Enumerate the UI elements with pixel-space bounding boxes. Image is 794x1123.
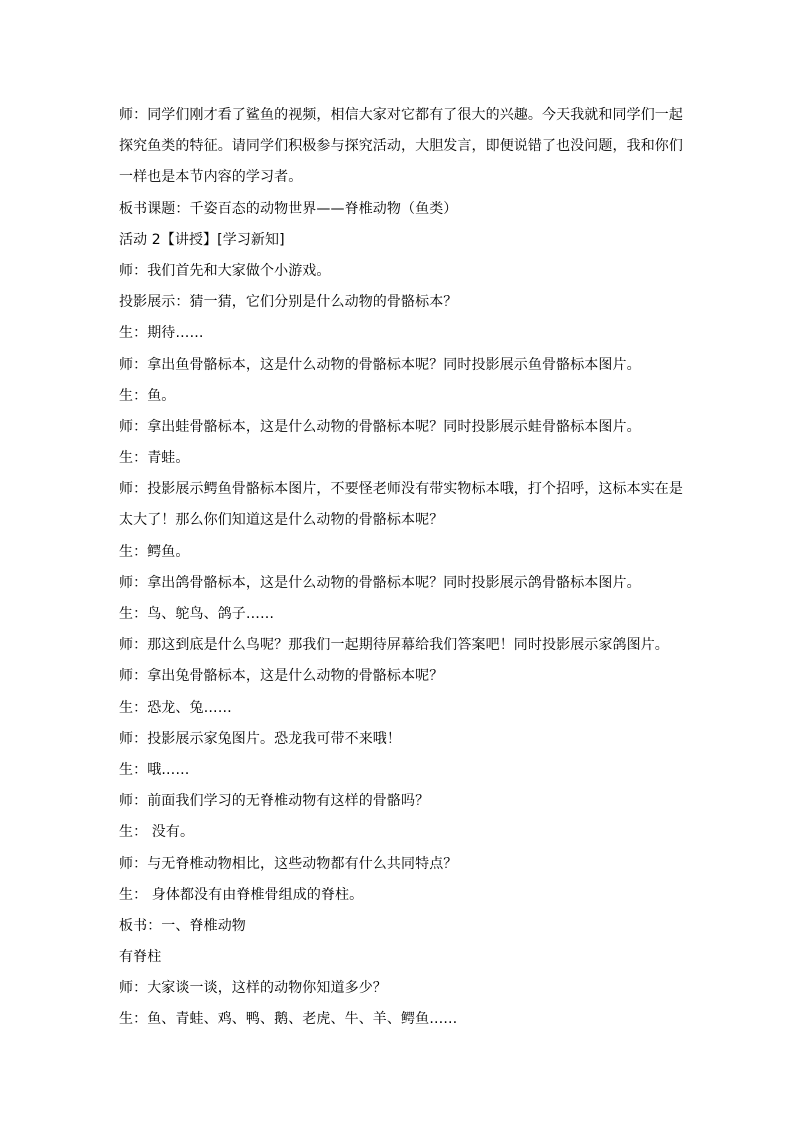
dialogue-line: 师：大家谈一谈，这样的动物你知道多少？ xyxy=(119,980,387,997)
board-note-line: 板书：一、脊椎动物 xyxy=(119,917,246,934)
dialogue-line: 师：那这到底是什么鸟呢？那我们一起期待屏幕给我们答案吧！同时投影展示家鸽图片。 xyxy=(119,637,669,654)
board-note-line: 有脊柱 xyxy=(119,949,162,966)
activity-heading: 活动 2【讲授】[学习新知] xyxy=(119,231,285,248)
dialogue-line: 师：拿出兔骨骼标本，这是什么动物的骨骼标本呢？ xyxy=(119,668,444,685)
dialogue-line: 生： 没有。 xyxy=(119,824,195,841)
paragraph-line-2: 探究鱼类的特征。请同学们积极参与探究活动，大胆发言，即便说错了也没问题，我和你们 xyxy=(119,138,683,155)
document-body xyxy=(119,100,683,1036)
paragraph-line-3: 一样也是本节内容的学习者。 xyxy=(119,169,303,186)
dialogue-line: 生：青蛙。 xyxy=(119,450,190,467)
dialogue-line: 生：期待…… xyxy=(119,325,204,342)
dialogue-line: 生：鳄鱼。 xyxy=(119,543,190,560)
dialogue-line: 师：与无脊椎动物相比，这些动物都有什么共同特点？ xyxy=(119,855,458,872)
dialogue-line: 师：投影展示鳄鱼骨骼标本图片，不要怪老师没有带实物标本哦，打个招呼，这标本实在是 xyxy=(119,481,683,498)
dialogue-line: 生：恐龙、兔…… xyxy=(119,699,232,716)
board-title-line: 板书课题：千姿百态的动物世界——脊椎动物（鱼类） xyxy=(119,200,458,217)
dialogue-line: 师：我们首先和大家做个小游戏。 xyxy=(119,262,331,279)
paragraph-line-1: 师：同学们刚才看了鲨鱼的视频，相信大家对它都有了很大的兴趣。今天我就和同学们一起 xyxy=(119,107,683,123)
dialogue-line: 师：拿出蛙骨骼标本，这是什么动物的骨骼标本呢？同时投影展示蛙骨骼标本图片。 xyxy=(119,418,641,435)
dialogue-line: 生：鱼、青蛙、鸡、鸭、鹅、老虎、牛、羊、鳄鱼…… xyxy=(119,1011,458,1028)
dialogue-line: 投影展示：猜一猜，它们分别是什么动物的骨骼标本？ xyxy=(119,294,458,311)
dialogue-line: 生： 身体都没有由脊椎骨组成的脊柱。 xyxy=(119,886,364,903)
dialogue-line: 生：哦…… xyxy=(119,761,190,778)
dialogue-line: 生：鸟、鸵鸟、鸽子…… xyxy=(119,606,275,622)
dialogue-line: 太大了！那么你们知道这是什么动物的骨骼标本呢？ xyxy=(119,512,444,529)
dialogue-line: 师：前面我们学习的无脊椎动物有这样的骨骼吗？ xyxy=(119,793,430,810)
dialogue-line: 生：鱼。 xyxy=(119,387,176,404)
dialogue-line: 师：拿出鱼骨骼标本，这是什么动物的骨骼标本呢？同时投影展示鱼骨骼标本图片。 xyxy=(119,356,641,373)
dialogue-line: 师：投影展示家兔图片。恐龙我可带不来哦！ xyxy=(119,730,401,747)
dialogue-line: 师：拿出鸽骨骼标本，这是什么动物的骨骼标本呢？同时投影展示鸽骨骼标本图片。 xyxy=(119,574,641,591)
